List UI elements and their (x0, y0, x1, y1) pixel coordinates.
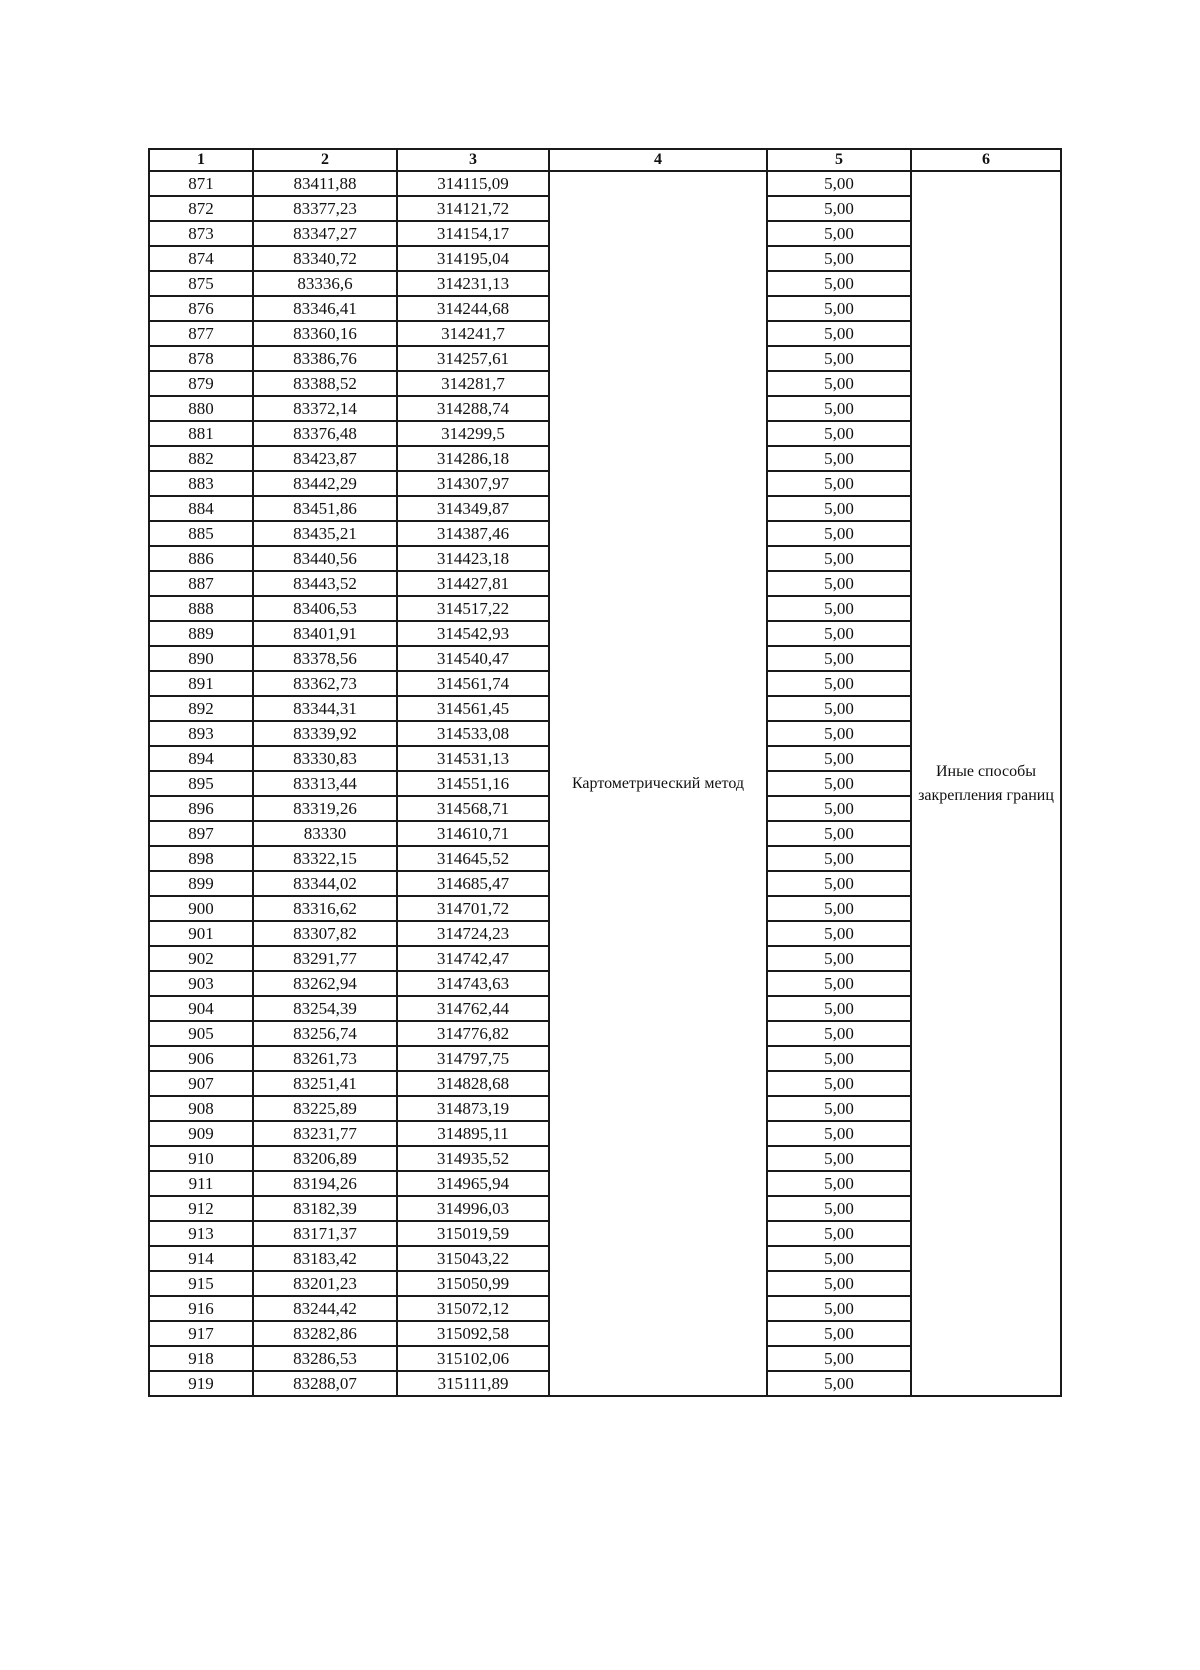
coordinate-x-cell: 83194,26 (253, 1171, 397, 1196)
accuracy-cell: 5,00 (767, 546, 911, 571)
coordinate-x-cell: 83307,82 (253, 921, 397, 946)
coordinate-y-cell: 314568,71 (397, 796, 549, 821)
coordinate-x-cell: 83262,94 (253, 971, 397, 996)
point-number-cell: 891 (149, 671, 253, 696)
accuracy-cell: 5,00 (767, 946, 911, 971)
column-header-3: 3 (397, 149, 549, 171)
coordinate-y-cell: 315072,12 (397, 1296, 549, 1321)
coordinate-x-cell: 83401,91 (253, 621, 397, 646)
point-number-cell: 874 (149, 246, 253, 271)
point-number-cell: 882 (149, 446, 253, 471)
coordinate-y-cell: 314828,68 (397, 1071, 549, 1096)
point-number-cell: 911 (149, 1171, 253, 1196)
point-number-cell: 886 (149, 546, 253, 571)
point-number-cell: 876 (149, 296, 253, 321)
coordinate-x-cell: 83330,83 (253, 746, 397, 771)
column-header-4: 4 (549, 149, 767, 171)
point-number-cell: 897 (149, 821, 253, 846)
point-number-cell: 893 (149, 721, 253, 746)
point-number-cell: 902 (149, 946, 253, 971)
accuracy-cell: 5,00 (767, 171, 911, 196)
coordinate-x-cell: 83339,92 (253, 721, 397, 746)
coordinate-y-cell: 314551,16 (397, 771, 549, 796)
accuracy-cell: 5,00 (767, 496, 911, 521)
point-number-cell: 919 (149, 1371, 253, 1396)
coordinate-x-cell: 83225,89 (253, 1096, 397, 1121)
accuracy-cell: 5,00 (767, 996, 911, 1021)
coordinate-y-cell: 314387,46 (397, 521, 549, 546)
accuracy-cell: 5,00 (767, 721, 911, 746)
coordinate-y-cell: 314965,94 (397, 1171, 549, 1196)
point-number-cell: 877 (149, 321, 253, 346)
accuracy-cell: 5,00 (767, 471, 911, 496)
point-number-cell: 896 (149, 796, 253, 821)
accuracy-cell: 5,00 (767, 271, 911, 296)
coordinate-x-cell: 83182,39 (253, 1196, 397, 1221)
accuracy-cell: 5,00 (767, 1221, 911, 1246)
accuracy-cell: 5,00 (767, 1346, 911, 1371)
coordinate-x-cell: 83313,44 (253, 771, 397, 796)
coordinate-y-cell: 314742,47 (397, 946, 549, 971)
point-number-cell: 890 (149, 646, 253, 671)
coordinate-y-cell: 314423,18 (397, 546, 549, 571)
column-header-6: 6 (911, 149, 1061, 171)
point-number-cell: 914 (149, 1246, 253, 1271)
coordinate-x-cell: 83442,29 (253, 471, 397, 496)
point-number-cell: 916 (149, 1296, 253, 1321)
coordinate-y-cell: 314533,08 (397, 721, 549, 746)
coordinate-x-cell: 83362,73 (253, 671, 397, 696)
point-number-cell: 883 (149, 471, 253, 496)
accuracy-cell: 5,00 (767, 1121, 911, 1146)
coordinate-y-cell: 314257,61 (397, 346, 549, 371)
accuracy-cell: 5,00 (767, 846, 911, 871)
coordinate-x-cell: 83251,41 (253, 1071, 397, 1096)
point-number-cell: 915 (149, 1271, 253, 1296)
column-header-5: 5 (767, 149, 911, 171)
point-number-cell: 880 (149, 396, 253, 421)
point-number-cell: 908 (149, 1096, 253, 1121)
point-number-cell: 898 (149, 846, 253, 871)
coordinate-x-cell: 83377,23 (253, 196, 397, 221)
point-number-cell: 913 (149, 1221, 253, 1246)
coordinate-x-cell: 83372,14 (253, 396, 397, 421)
coordinate-y-cell: 315102,06 (397, 1346, 549, 1371)
coordinate-y-cell: 314195,04 (397, 246, 549, 271)
accuracy-cell: 5,00 (767, 421, 911, 446)
coordinate-x-cell: 83288,07 (253, 1371, 397, 1396)
accuracy-cell: 5,00 (767, 1196, 911, 1221)
coordinate-y-cell: 314281,7 (397, 371, 549, 396)
accuracy-cell: 5,00 (767, 371, 911, 396)
point-number-cell: 894 (149, 746, 253, 771)
point-number-cell: 889 (149, 621, 253, 646)
accuracy-cell: 5,00 (767, 621, 911, 646)
coordinate-x-cell: 83388,52 (253, 371, 397, 396)
accuracy-cell: 5,00 (767, 796, 911, 821)
accuracy-cell: 5,00 (767, 1296, 911, 1321)
accuracy-cell: 5,00 (767, 246, 911, 271)
point-number-cell: 910 (149, 1146, 253, 1171)
coordinate-x-cell: 83411,88 (253, 171, 397, 196)
method-cell: Картометрический метод (549, 171, 767, 1396)
coordinate-x-cell: 83206,89 (253, 1146, 397, 1171)
table-header (149, 149, 1061, 171)
coordinate-x-cell: 83347,27 (253, 221, 397, 246)
coordinate-x-cell: 83231,77 (253, 1121, 397, 1146)
coordinate-x-cell: 83406,53 (253, 596, 397, 621)
point-number-cell: 879 (149, 371, 253, 396)
coordinate-y-cell: 314540,47 (397, 646, 549, 671)
coordinate-y-cell: 314776,82 (397, 1021, 549, 1046)
coordinate-x-cell: 83344,31 (253, 696, 397, 721)
coordinate-y-cell: 314701,72 (397, 896, 549, 921)
accuracy-cell: 5,00 (767, 221, 911, 246)
coordinate-x-cell: 83244,42 (253, 1296, 397, 1321)
coordinate-x-cell: 83344,02 (253, 871, 397, 896)
coordinate-x-cell: 83360,16 (253, 321, 397, 346)
accuracy-cell: 5,00 (767, 1046, 911, 1071)
point-number-cell: 906 (149, 1046, 253, 1071)
coordinate-y-cell: 314645,52 (397, 846, 549, 871)
coordinate-y-cell: 314286,18 (397, 446, 549, 471)
coordinate-x-cell: 83376,48 (253, 421, 397, 446)
point-number-cell: 885 (149, 521, 253, 546)
coordinate-y-cell: 314121,72 (397, 196, 549, 221)
coordinate-y-cell: 314743,63 (397, 971, 549, 996)
accuracy-cell: 5,00 (767, 821, 911, 846)
accuracy-cell: 5,00 (767, 871, 911, 896)
point-number-cell: 903 (149, 971, 253, 996)
coordinate-y-cell: 314996,03 (397, 1196, 549, 1221)
point-number-cell: 907 (149, 1071, 253, 1096)
coordinate-x-cell: 83319,26 (253, 796, 397, 821)
accuracy-cell: 5,00 (767, 1246, 911, 1271)
point-number-cell: 884 (149, 496, 253, 521)
accuracy-cell: 5,00 (767, 771, 911, 796)
coordinate-x-cell: 83423,87 (253, 446, 397, 471)
coordinate-x-cell: 83201,23 (253, 1271, 397, 1296)
coordinate-y-cell: 314935,52 (397, 1146, 549, 1171)
point-number-cell: 872 (149, 196, 253, 221)
point-number-cell: 881 (149, 421, 253, 446)
coordinate-y-cell: 314895,11 (397, 1121, 549, 1146)
coordinate-y-cell: 314288,74 (397, 396, 549, 421)
coordinate-x-cell: 83330 (253, 821, 397, 846)
point-number-cell: 895 (149, 771, 253, 796)
coordinate-x-cell: 83443,52 (253, 571, 397, 596)
column-header-2: 2 (253, 149, 397, 171)
coordinate-y-cell: 315111,89 (397, 1371, 549, 1396)
coordinate-y-cell: 314517,22 (397, 596, 549, 621)
point-number-cell: 899 (149, 871, 253, 896)
point-number-cell: 888 (149, 596, 253, 621)
accuracy-cell: 5,00 (767, 971, 911, 996)
accuracy-cell: 5,00 (767, 1171, 911, 1196)
accuracy-cell: 5,00 (767, 1146, 911, 1171)
coordinate-x-cell: 83261,73 (253, 1046, 397, 1071)
table-body (149, 171, 1061, 1396)
coordinate-y-cell: 314307,97 (397, 471, 549, 496)
coordinate-x-cell: 83386,76 (253, 346, 397, 371)
boundary-points-table (148, 148, 1062, 1397)
coordinate-y-cell: 314797,75 (397, 1046, 549, 1071)
coordinate-y-cell: 314231,13 (397, 271, 549, 296)
coordinate-y-cell: 314561,74 (397, 671, 549, 696)
coordinate-y-cell: 314685,47 (397, 871, 549, 896)
point-number-cell: 901 (149, 921, 253, 946)
fixing-method-cell: Иные способы закрепления границ (911, 171, 1061, 1396)
coordinate-x-cell: 83291,77 (253, 946, 397, 971)
accuracy-cell: 5,00 (767, 671, 911, 696)
coordinate-y-cell: 314299,5 (397, 421, 549, 446)
coordinate-x-cell: 83286,53 (253, 1346, 397, 1371)
point-number-cell: 873 (149, 221, 253, 246)
coordinate-x-cell: 83336,6 (253, 271, 397, 296)
accuracy-cell: 5,00 (767, 321, 911, 346)
coordinate-x-cell: 83183,42 (253, 1246, 397, 1271)
accuracy-cell: 5,00 (767, 296, 911, 321)
accuracy-cell: 5,00 (767, 921, 911, 946)
accuracy-cell: 5,00 (767, 1096, 911, 1121)
coordinate-x-cell: 83346,41 (253, 296, 397, 321)
coordinate-x-cell: 83256,74 (253, 1021, 397, 1046)
coordinate-x-cell: 83378,56 (253, 646, 397, 671)
coordinate-y-cell: 314561,45 (397, 696, 549, 721)
coordinate-x-cell: 83340,72 (253, 246, 397, 271)
coordinate-x-cell: 83171,37 (253, 1221, 397, 1246)
point-number-cell: 900 (149, 896, 253, 921)
accuracy-cell: 5,00 (767, 1071, 911, 1096)
coordinate-y-cell: 314154,17 (397, 221, 549, 246)
point-number-cell: 904 (149, 996, 253, 1021)
point-number-cell: 871 (149, 171, 253, 196)
accuracy-cell: 5,00 (767, 396, 911, 421)
accuracy-cell: 5,00 (767, 896, 911, 921)
coordinate-y-cell: 314762,44 (397, 996, 549, 1021)
coordinate-x-cell: 83322,15 (253, 846, 397, 871)
point-number-cell: 878 (149, 346, 253, 371)
coordinate-y-cell: 314427,81 (397, 571, 549, 596)
coordinate-y-cell: 315043,22 (397, 1246, 549, 1271)
coordinate-x-cell: 83316,62 (253, 896, 397, 921)
coordinate-x-cell: 83254,39 (253, 996, 397, 1021)
coordinate-x-cell: 83435,21 (253, 521, 397, 546)
accuracy-cell: 5,00 (767, 746, 911, 771)
point-number-cell: 912 (149, 1196, 253, 1221)
coordinate-y-cell: 315050,99 (397, 1271, 549, 1296)
header-row (149, 149, 1061, 171)
coordinate-y-cell: 314349,87 (397, 496, 549, 521)
coordinate-y-cell: 314542,93 (397, 621, 549, 646)
accuracy-cell: 5,00 (767, 1271, 911, 1296)
point-number-cell: 918 (149, 1346, 253, 1371)
coordinate-x-cell: 83282,86 (253, 1321, 397, 1346)
coordinate-y-cell: 314244,68 (397, 296, 549, 321)
coordinate-y-cell: 314531,13 (397, 746, 549, 771)
accuracy-cell: 5,00 (767, 521, 911, 546)
coordinate-x-cell: 83451,86 (253, 496, 397, 521)
point-number-cell: 905 (149, 1021, 253, 1046)
coordinate-y-cell: 314241,7 (397, 321, 549, 346)
point-number-cell: 875 (149, 271, 253, 296)
column-header-1: 1 (149, 149, 253, 171)
coordinate-y-cell: 315019,59 (397, 1221, 549, 1246)
point-number-cell: 917 (149, 1321, 253, 1346)
accuracy-cell: 5,00 (767, 596, 911, 621)
coordinate-y-cell: 314610,71 (397, 821, 549, 846)
point-number-cell: 909 (149, 1121, 253, 1146)
coordinate-y-cell: 314873,19 (397, 1096, 549, 1121)
accuracy-cell: 5,00 (767, 346, 911, 371)
accuracy-cell: 5,00 (767, 1021, 911, 1046)
accuracy-cell: 5,00 (767, 1321, 911, 1346)
point-number-cell: 892 (149, 696, 253, 721)
accuracy-cell: 5,00 (767, 696, 911, 721)
accuracy-cell: 5,00 (767, 571, 911, 596)
coordinate-x-cell: 83440,56 (253, 546, 397, 571)
accuracy-cell: 5,00 (767, 646, 911, 671)
point-number-cell: 887 (149, 571, 253, 596)
coordinate-y-cell: 314724,23 (397, 921, 549, 946)
coordinate-y-cell: 314115,09 (397, 171, 549, 196)
table-row (149, 171, 1061, 196)
coordinate-y-cell: 315092,58 (397, 1321, 549, 1346)
accuracy-cell: 5,00 (767, 1371, 911, 1396)
accuracy-cell: 5,00 (767, 196, 911, 221)
accuracy-cell: 5,00 (767, 446, 911, 471)
